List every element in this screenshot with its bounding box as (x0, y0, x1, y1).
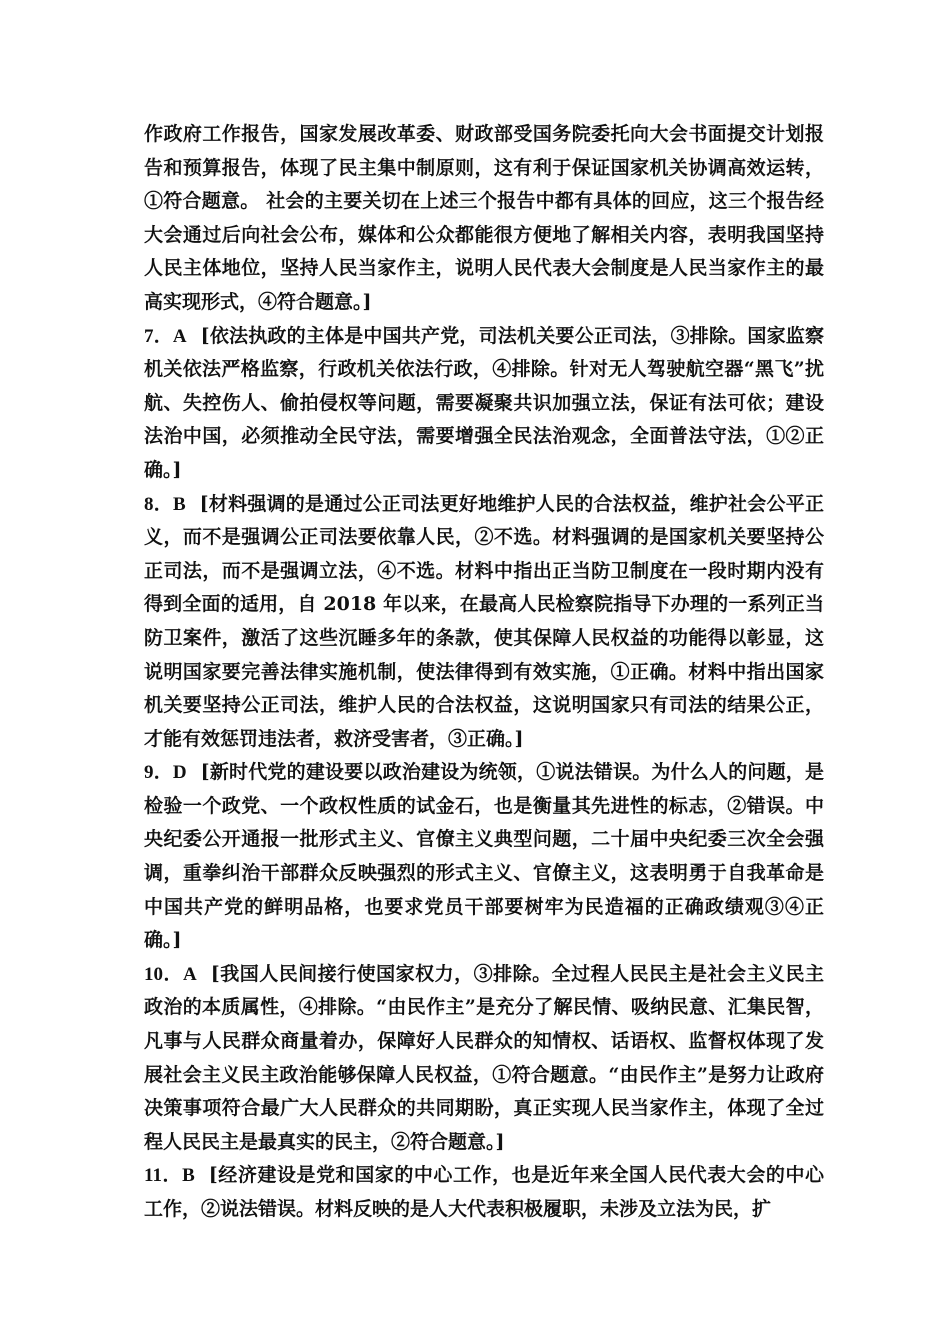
answer-item-7 (144, 320, 824, 488)
item-explanation: [我国人民间接行使国家权力，③排除。全过程人民民主是社会主义民主政治的本质属性，④排除。“由民作主”是充分了解民情、吸纳民意、汇集民智，凡事与人民群众商量着办，保障好人民群众的知情权、话语权、监督权体现了发展社会主义民主政治能够保障人民权益，①符合题意。“由民作主”是努力让政府决策事项符合最广大人民群众的共同期盼，真正实现人民当家作主，体现了全过程人民民主是最真实的民主，②符合题意。] (144, 962, 824, 1153)
item-answer: D (172, 762, 187, 784)
answer-item-9 (144, 756, 824, 958)
item-number: 7． (144, 325, 173, 347)
item-explanation: [依法执政的主体是中国共产党，司法机关要公正司法，③排除。国家监察机关依法严格监察，行政机关依法行政，④排除。针对无人驾驶航空器“黑飞”扰航、失控伤人、偷拍侵权等问题，需要凝聚共识加强立法，保证有法可依；建设法治中国，必须推动全民守法，需要增强全民法治观念，全面普法守法，①②正确。] (144, 324, 824, 481)
answer-item-8 (144, 488, 824, 757)
item-number: 10． (144, 963, 183, 985)
item-number: 8． (144, 493, 173, 515)
answer-item-10 (144, 958, 824, 1160)
item-number: 11． (144, 1165, 183, 1187)
item-explanation: [经济建设是党和国家的中心工作，也是近年来全国人民代表大会的中心工作，②说法错误。材料反映的是人大代表积极履职，未涉及立法为民，扩 (144, 1164, 825, 1220)
item-number: 9． (144, 762, 173, 784)
item-explanation: [材料强调的是通过公正司法更好地维护人民的合法权益，维护社会公平正义，而不是强调公正司法要依靠人民，②不选。材料强调的是国家机关要坚持公正司法，而不是强调立法，④不选。材料中指出正当防卫制度在一段时期内没有得到全面的适用，自 2018 年以来，在最高人民检察院指导下办理的一系列正当防卫案件，激活了这些沉睡多年的条款，使其保障人民权益的功能得以彰显，这说明国家要完善法律实施机制，使法律得到有效实施，①正确。材料中指出国家机关要坚持公正司法，维护人民的合法权益，这说明国家只有司法的结果公正，才能有效惩罚违法者，救济受害者，③正确。] (144, 492, 824, 750)
item-answer: B (182, 1165, 195, 1187)
item-answer: B (172, 493, 186, 515)
answer-explanation-page (144, 118, 824, 1227)
item-answer: A (183, 963, 197, 985)
intro-paragraph: 作政府工作报告，国家发展改革委、财政部受国务院委托向大会书面提交计划报告和预算报告，体现了民主集中制原则，这有利于保证国家机关协调高效运转，①符合题意。 社会的主要关切在上述三个报告中都有具体的回应，这三个报告经大会通过后向社会公布，媒体和公众都能很方便地了解相关内容，表明我国坚持人民主体地位，坚持人民当家作主，说明人民代表大会制度是人民当家作主的最高实现形式，④符合题意。] (144, 123, 824, 313)
answer-item-11 (144, 1159, 824, 1226)
item-answer: A (172, 325, 187, 347)
item-explanation: [新时代党的建设要以政治建设为统领，①说法错误。为什么人的问题，是检验一个政党、一个政权性质的试金石，也是衡量其先进性的标志，②错误。中央纪委公开通报一批形式主义、官僚主义典型问题，二十届中央纪委三次全会强调，重拳纠治干部群众反映强烈的形式主义、官僚主义，这表明勇于自我革命是中国共产党的鲜明品格，也要求党员干部要树牢为民造福的正确政绩观③④正确。] (144, 761, 824, 952)
